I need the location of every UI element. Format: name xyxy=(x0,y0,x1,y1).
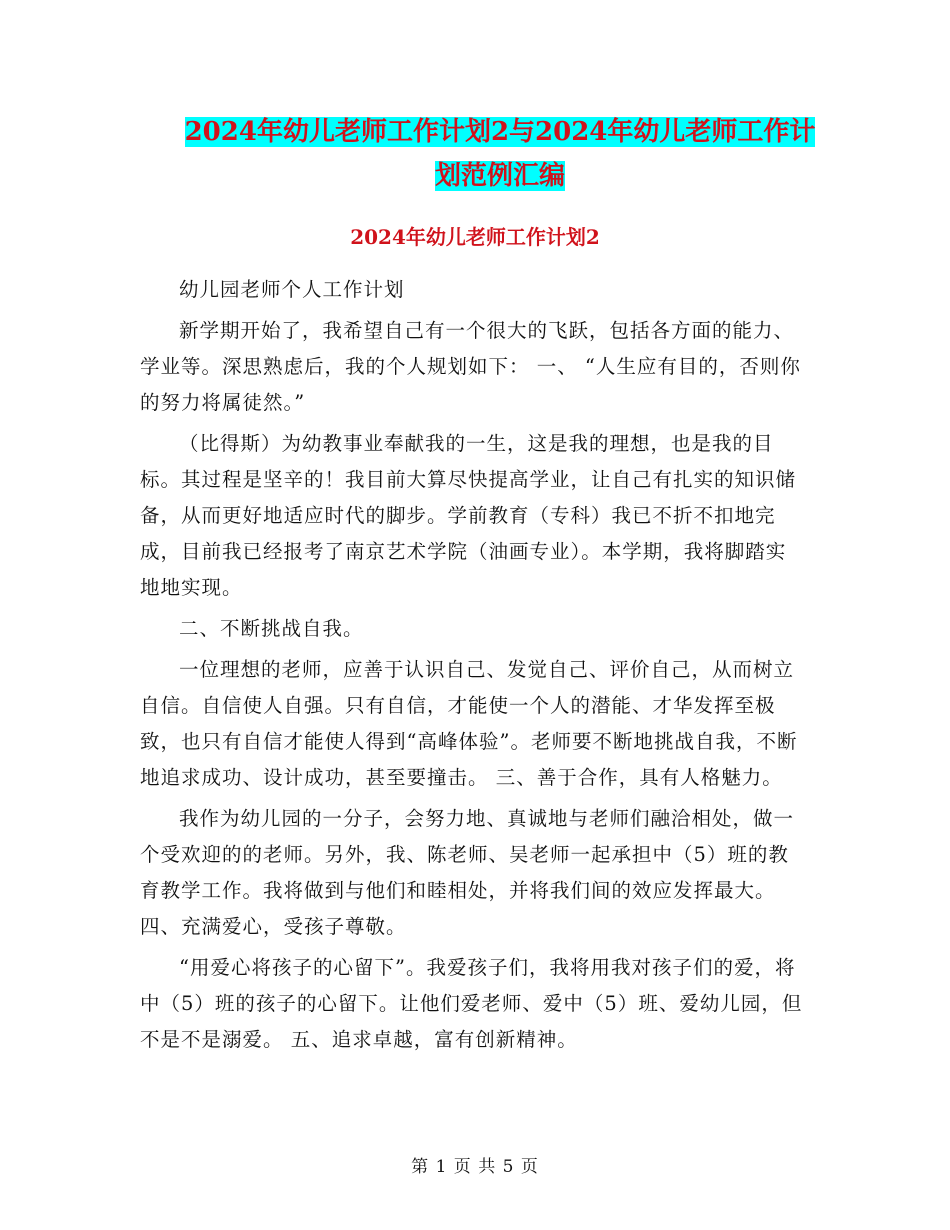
paragraph: 我作为幼儿园的一分子，会努力地、真诚地与老师们融洽相处，做一个受欢迎的的老师。另外，我、陈老师、吴老师一起承担中（5）班的教育教学工作。我将做到与他们和睦相处，并将我们间的效应发挥最大。 四、充满爱心，受孩子尊敬。 xyxy=(140,807,795,938)
paragraph: 新学期开始了，我希望自己有一个很大的飞跃，包括各方面的能力、学业等。深思熟虑后，我的个人规划如下： 一、 “人生应有目的，否则你的努力将属徒然。” xyxy=(140,319,801,414)
paragraph: （比得斯）为幼教事业奉献我的一生，这是我的理想，也是我的目标。其过程是坚辛的！我目前大算尽快提高学业，让自己有扎实的知识储备，从而更好地适应时代的脚步。学前教育（专科）我已不折不扣地完成，目前我已经报考了南京艺术学院（油画专业）。本学期，我将脚踏实地地实现。 xyxy=(140,432,797,599)
document-title-line-2: 划范例汇编 xyxy=(434,161,565,191)
page-number: 第 1 页 共 5 页 xyxy=(411,1157,539,1177)
page-footer xyxy=(0,1152,950,1177)
document-title-line-1: 2024年幼儿老师工作计划2与2024年幼儿老师工作计 xyxy=(184,117,816,147)
paragraph: “用爱心将孩子的心留下”。我爱孩子们，我将用我对孩子们的爱，将中（5）班的孩子的心留下。让他们爱老师、爱中（5）班、爱幼儿园，但不是不是溺爱。 五、追求卓越，富有创新精神。 xyxy=(140,956,803,1051)
paragraph: 一位理想的老师，应善于认识自己、发觉自己、评价自己，从而树立自信。自信使人自强。只有自信，才能使一个人的潜能、才华发挥至极致，也只有自信才能使人得到“高峰体验”。老师要不断地挑战自我，不断地追求成功、设计成功，甚至要撞击。 三、善于合作，具有人格魅力。 xyxy=(140,658,798,789)
document-title xyxy=(140,110,860,198)
paragraph: 二、不断挑战自我。 xyxy=(179,617,364,640)
section-title: 2024年幼儿老师工作计划2 xyxy=(350,225,600,249)
document-body xyxy=(140,272,805,1063)
paragraph: 幼儿园老师个人工作计划 xyxy=(179,278,405,301)
